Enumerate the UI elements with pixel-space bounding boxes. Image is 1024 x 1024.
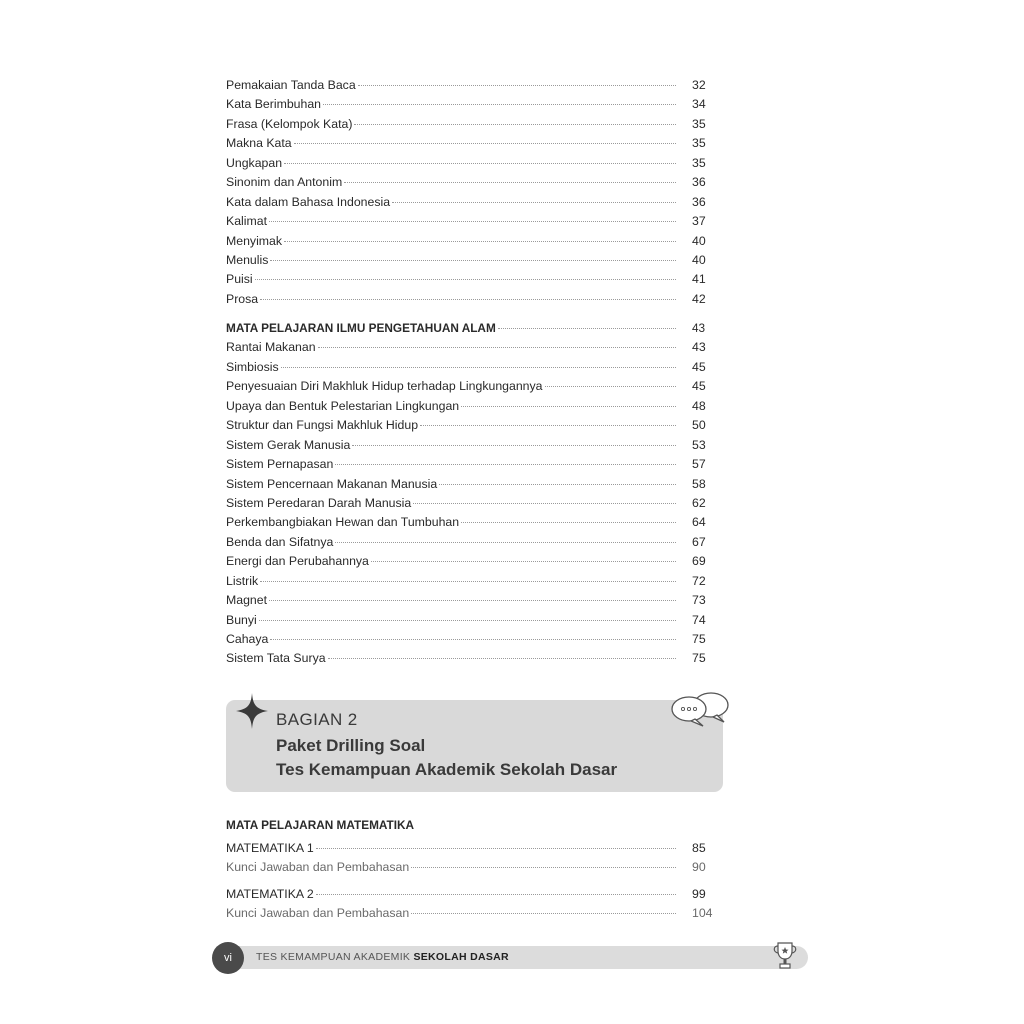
toc-row[interactable] xyxy=(226,173,716,192)
dot-leader xyxy=(294,142,676,144)
toc-row-label: Struktur dan Fungsi Makhluk Hidup xyxy=(226,418,419,433)
dot-leader xyxy=(255,278,676,280)
toc-row-label: Menulis xyxy=(226,252,269,267)
dot-leader xyxy=(269,599,676,601)
toc-row-label: MATEMATIKA 1 xyxy=(226,841,314,855)
footer-title-light: TES KEMAMPUAN AKADEMIK xyxy=(256,951,414,963)
dot-leader xyxy=(284,162,676,164)
toc-row-label: Sistem Gerak Manusia xyxy=(226,437,351,452)
toc-row[interactable] xyxy=(226,338,716,357)
toc-row-label: MATEMATIKA 2 xyxy=(226,887,314,901)
toc-row-page: 57 xyxy=(692,457,706,472)
dot-leader xyxy=(420,424,676,426)
dot-leader xyxy=(335,463,676,465)
toc-row-label: Prosa xyxy=(226,291,259,306)
dot-leader xyxy=(269,220,676,222)
dot-leader xyxy=(316,893,676,895)
toc-row-page: 53 xyxy=(692,437,706,452)
toc-row-page: 85 xyxy=(692,841,706,855)
toc-row[interactable] xyxy=(226,232,716,251)
toc-row[interactable] xyxy=(226,572,716,591)
toc-bahasa-indonesia xyxy=(226,76,716,309)
toc-row-page: 43 xyxy=(692,321,706,335)
toc-row[interactable] xyxy=(226,858,716,877)
toc-row[interactable] xyxy=(226,115,716,134)
toc-row-page: 37 xyxy=(692,214,706,229)
toc-row-page: 35 xyxy=(692,136,706,151)
toc-row[interactable] xyxy=(226,251,716,270)
toc-row[interactable] xyxy=(226,552,716,571)
toc-row-label: Pemakaian Tanda Baca xyxy=(226,78,356,92)
toc-row[interactable] xyxy=(226,212,716,231)
footer-title-bold: SEKOLAH DASAR xyxy=(413,951,509,963)
toc-row-label: Benda dan Sifatnya xyxy=(226,534,334,549)
dot-leader xyxy=(371,560,676,562)
toc-row[interactable] xyxy=(226,513,716,532)
toc-row[interactable] xyxy=(226,154,716,173)
toc-row[interactable] xyxy=(226,193,716,212)
dot-leader xyxy=(352,444,676,446)
toc-row-page: 67 xyxy=(692,534,706,549)
toc-row-page: 62 xyxy=(692,495,706,510)
dot-leader xyxy=(270,259,676,261)
toc-row-page: 73 xyxy=(692,593,706,608)
toc-row-label: Penyesuaian Diri Makhluk Hidup terhadap Lingkungannya xyxy=(226,379,543,394)
toc-row-page: 40 xyxy=(692,252,706,267)
dot-leader xyxy=(439,483,676,485)
toc-row[interactable] xyxy=(226,397,716,416)
toc-row-page: 99 xyxy=(692,887,706,901)
dot-leader xyxy=(354,123,676,125)
dot-leader xyxy=(260,298,676,300)
toc-matematika-1 xyxy=(226,839,716,878)
toc-row[interactable] xyxy=(226,270,716,289)
toc-row-label: Rantai Makanan xyxy=(226,340,316,355)
toc-row[interactable] xyxy=(226,591,716,610)
toc-row-page: 74 xyxy=(692,612,706,627)
toc-row-label: Puisi xyxy=(226,272,253,287)
banner-title-line2: Tes Kemampuan Akademik Sekolah Dasar xyxy=(276,760,618,779)
toc-row-label: Kalimat xyxy=(226,214,268,229)
toc-row-label: Kunci Jawaban dan Pembahasan xyxy=(226,906,410,921)
toc-matematika-2 xyxy=(226,885,716,924)
dot-leader xyxy=(461,521,676,523)
toc-row[interactable] xyxy=(226,904,716,923)
toc-row[interactable] xyxy=(226,416,716,435)
toc-row-page: 75 xyxy=(692,632,706,646)
dot-leader xyxy=(284,240,676,242)
toc-row-label: Bunyi xyxy=(226,612,257,627)
toc-row[interactable] xyxy=(226,649,716,668)
dot-leader xyxy=(344,181,676,183)
page-number: vi xyxy=(212,942,244,974)
toc-row[interactable] xyxy=(226,358,716,377)
toc-row[interactable] xyxy=(226,455,716,474)
chat-bubbles-icon xyxy=(669,690,731,730)
toc-row-page: 48 xyxy=(692,398,706,413)
dot-leader xyxy=(318,346,676,348)
toc-row-page: 36 xyxy=(692,194,706,209)
toc-row-label: Perkembangbiakan Hewan dan Tumbuhan xyxy=(226,515,460,530)
toc-row-page: 34 xyxy=(692,97,706,112)
toc-row-page: 69 xyxy=(692,554,706,569)
toc-row-label: Upaya dan Bentuk Pelestarian Lingkungan xyxy=(226,398,460,413)
toc-row-label: Menyimak xyxy=(226,233,283,248)
section-heading-label: MATA PELAJARAN ILMU PENGETAHUAN ALAM xyxy=(226,321,496,335)
section-heading-ipa[interactable] xyxy=(226,319,716,338)
dot-leader xyxy=(545,385,676,387)
dot-leader xyxy=(316,847,676,849)
toc-row-label: Sistem Peredaran Darah Manusia xyxy=(226,495,412,510)
toc-row-page: 42 xyxy=(692,291,706,306)
toc-row-page: 64 xyxy=(692,515,706,530)
toc-row-page: 75 xyxy=(692,651,706,666)
toc-row[interactable] xyxy=(226,134,716,153)
toc-row[interactable] xyxy=(226,377,716,396)
toc-ipa xyxy=(226,319,716,669)
toc-row-label: Ungkapan xyxy=(226,155,283,170)
footer-bar xyxy=(228,946,808,969)
dot-leader xyxy=(323,103,676,105)
dot-leader xyxy=(281,366,676,368)
dot-leader xyxy=(358,84,676,86)
toc-row-page: 90 xyxy=(692,860,706,875)
toc-row-label: Kunci Jawaban dan Pembahasan xyxy=(226,860,410,875)
dot-leader xyxy=(411,866,676,868)
toc-row-page: 58 xyxy=(692,476,706,491)
dot-leader xyxy=(392,201,676,203)
toc-row-label: Simbiosis xyxy=(226,359,279,374)
toc-row-page: 104 xyxy=(692,906,713,921)
dot-leader xyxy=(498,327,676,329)
toc-row[interactable] xyxy=(226,839,716,858)
dot-leader xyxy=(270,638,676,640)
toc-row-page: 45 xyxy=(692,379,706,394)
toc-row-page: 40 xyxy=(692,233,706,248)
toc-row-label: Kata Berimbuhan xyxy=(226,97,322,112)
toc-row-page: 45 xyxy=(692,359,706,374)
dot-leader xyxy=(328,657,676,659)
dot-leader xyxy=(413,502,676,504)
toc-row-page: 72 xyxy=(692,573,706,588)
toc-row-label: Sistem Pernapasan xyxy=(226,457,334,472)
toc-row-label: Makna Kata xyxy=(226,136,292,151)
toc-row-label: Magnet xyxy=(226,593,268,608)
toc-row-label: Kata dalam Bahasa Indonesia xyxy=(226,194,391,209)
toc-row[interactable] xyxy=(226,290,716,309)
toc-row-label: Cahaya xyxy=(226,632,269,646)
dot-leader xyxy=(335,541,676,543)
toc-row[interactable] xyxy=(226,475,716,494)
toc-row-page: 32 xyxy=(692,78,706,92)
toc-row[interactable] xyxy=(226,533,716,552)
section-heading-matematika: MATA PELAJARAN MATEMATIKA xyxy=(226,818,415,832)
dot-leader xyxy=(461,405,676,407)
toc-row[interactable] xyxy=(226,95,716,114)
dot-leader xyxy=(411,912,676,914)
toc-row-label: Sinonim dan Antonim xyxy=(226,175,343,190)
toc-row[interactable] xyxy=(226,436,716,455)
part-banner xyxy=(226,700,723,792)
trophy-icon xyxy=(770,940,800,972)
toc-row[interactable] xyxy=(226,494,716,513)
toc-row[interactable] xyxy=(226,611,716,630)
dot-leader xyxy=(259,619,676,621)
banner-title-line1: Paket Drilling Soal xyxy=(276,736,426,755)
toc-row[interactable] xyxy=(226,885,716,904)
toc-row-label: Frasa (Kelompok Kata) xyxy=(226,116,353,131)
footer-title xyxy=(256,951,509,963)
toc-row-page: 36 xyxy=(692,175,706,190)
toc-row-label: Sistem Tata Surya xyxy=(226,651,326,666)
toc-row-page: 35 xyxy=(692,116,706,131)
toc-row-page: 43 xyxy=(692,340,706,355)
toc-row-label: Energi dan Perubahannya xyxy=(226,554,369,569)
toc-row-page: 41 xyxy=(692,272,706,287)
toc-row-page: 50 xyxy=(692,418,706,433)
part-label: BAGIAN 2 xyxy=(276,710,358,729)
toc-row-label: Listrik xyxy=(226,573,259,588)
dot-leader xyxy=(260,580,676,582)
toc-row-label: Sistem Pencernaan Makanan Manusia xyxy=(226,476,438,491)
toc-row[interactable] xyxy=(226,630,716,649)
toc-row[interactable] xyxy=(226,76,716,95)
sparkle-star-icon xyxy=(236,693,268,729)
toc-row-page: 35 xyxy=(692,155,706,170)
